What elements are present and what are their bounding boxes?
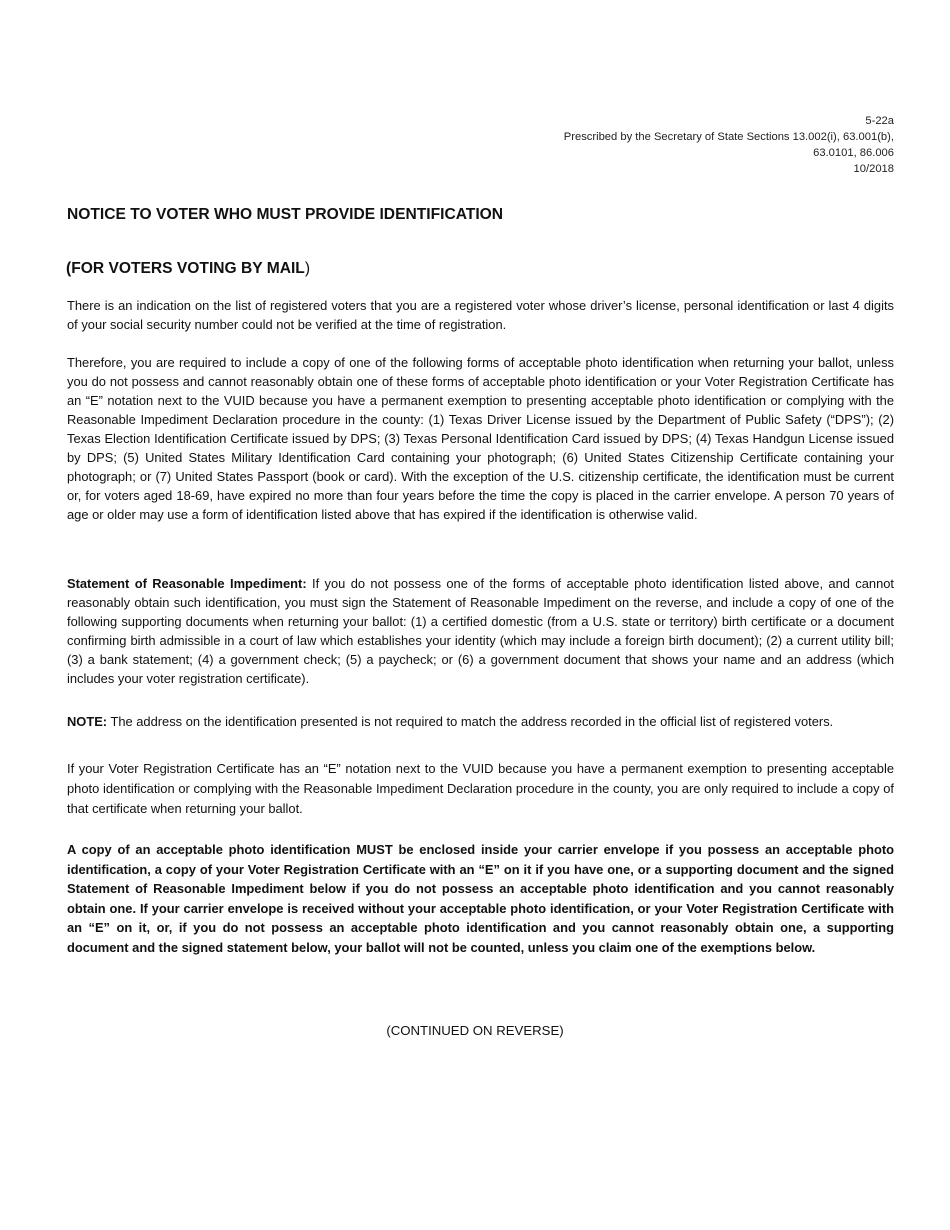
continued-notice: (CONTINUED ON REVERSE) xyxy=(386,1023,564,1038)
requirements-paragraph: Therefore, you are required to include a copy of one of the following forms of acceptable photo identification when returning your ballot, unless you do not possess and cannot reasonably obtain one of these forms of acceptable photo identification or your Voter Registration Certificate has an “E” notation next to the VUID because you have a permanent exemption to presenting acceptable photo identification or complying with the Reasonable Impediment Declaration procedure in the county: (1) Texas Driver License issued by the Department of Public Safety (“DPS”); (2) Texas Election Identification Certificate issued by DPS; (3) Texas Personal Identification Card issued by DPS; (4) Texas Handgun License issued by DPS; (5) United States Military Identification Card containing your photograph; (6) United States Citizenship Certificate containing your photograph; or (7) United States Passport (book or card). With the exception of the U.S. citizenship certificate, the identification must be current or, for voters aged 18-69, have expired no more than four years before the time the copy is placed in the carrier envelope. A person 70 years of age or older may use a form of identification listed above that has expired if the identification is otherwise valid. xyxy=(67,355,894,522)
intro-paragraph: There is an indication on the list of registered voters that you are a registered voter whose driver’s license, personal identification or last 4 digits of your social security number could not be verified at the time of registration. xyxy=(67,298,894,332)
subtitle-close-paren: ) xyxy=(304,260,311,277)
subtitle-text: (FOR VOTERS VOTING BY MAIL xyxy=(66,260,305,277)
impediment-lead: Statement of Reasonable Impediment: xyxy=(67,576,307,591)
prescribed-line-2: 63.0101, 86.006 xyxy=(813,147,894,159)
page-title: NOTICE TO VOTER WHO MUST PROVIDE IDENTIFICATION xyxy=(67,206,504,223)
form-header xyxy=(474,113,894,177)
impediment-paragraph xyxy=(67,574,894,688)
note-body: The address on the identification presented is not required to match the address recorded in the official list of registered voters. xyxy=(107,714,834,729)
form-number: 5-22a xyxy=(865,115,894,127)
impediment-body: If you do not possess one of the forms of acceptable photo identification listed above, and cannot reasonably obtain such identification, you must sign the Statement of Reasonable Impediment on the reverse, and include a copy of one of the following supporting documents when returning your ballot: (1) a certified domestic (from a U.S. state or territory) birth certificate or a document confirming birth admissible in a court of law which establishes your identity (which may include a foreign birth document); (2) a current utility bill; (3) a bank statement; (4) a government check; (5) a paycheck; or (6) a government document that shows your name and an address (which includes your voter registration certificate). xyxy=(67,576,894,686)
note-paragraph xyxy=(67,712,894,732)
page-subtitle xyxy=(66,260,310,278)
note-lead: NOTE: xyxy=(67,714,108,729)
warning-paragraph: A copy of an acceptable photo identification MUST be enclosed inside your carrier envelope if you possess an acceptable photo identification, a copy of your Voter Registration Certificate with an “E” on it if you have one, or a supporting document and the signed Statement of Reasonable Impediment below if you do not possess an acceptable photo identification and you cannot reasonably obtain one. If your carrier envelope is received without your acceptable photo identification, or your Voter Registration Certificate with an “E” on it, or, if you do not possess an acceptable photo identification and you cannot reasonably obtain one, a supporting document and the signed statement below, your ballot will not be counted, unless you claim one of the exemptions below. xyxy=(67,842,894,955)
form-date: 10/2018 xyxy=(853,163,894,175)
prescribed-line-1: Prescribed by the Secretary of State Sections 13.002(i), 63.001(b), xyxy=(563,131,894,143)
exemption-paragraph: If your Voter Registration Certificate has an “E” notation next to the VUID because you have a permanent exemption to presenting acceptable photo identification or complying with the Reasonable Impediment Declaration procedure in the county, you are only required to include a copy of that certificate when returning your ballot. xyxy=(67,761,894,816)
